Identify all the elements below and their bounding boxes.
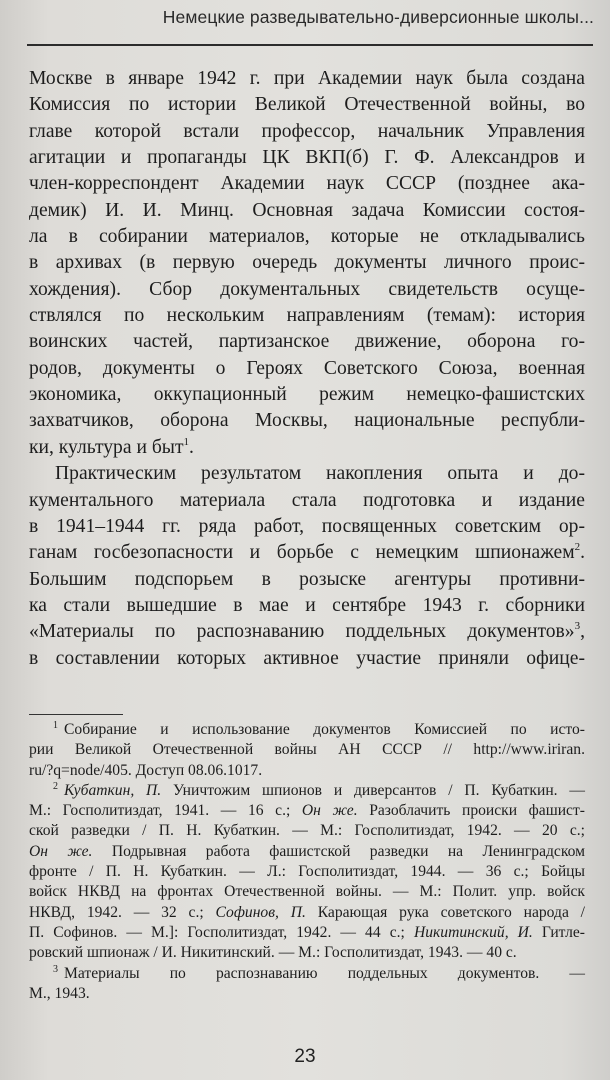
text-line: демик) И. И. Минц. Основная задача Комиссии состоя- xyxy=(29,199,585,221)
footnote-2-line xyxy=(29,781,585,801)
author-name: Никитинский, И. xyxy=(413,923,533,941)
text-line: захватчиков, оборона Москвы, национальные республи- xyxy=(29,410,585,432)
footnote-2-line: ровский шпионаж / И. Никитинский. — М.: Госполитиздат, 1943. — 40 с. xyxy=(29,944,517,962)
footnote-ref-1[interactable]: 1 xyxy=(183,435,190,448)
footnote-number: 1 xyxy=(53,720,58,731)
text-line: в архивах (в первую очередь документы личного проис- xyxy=(29,252,585,274)
author-name: Он же. xyxy=(301,802,358,820)
text-line: ки, культура и быт$^1$. xyxy=(29,435,194,458)
footnote-3-line xyxy=(29,964,585,984)
text-line: воинских частей, партизанское движение, оборона го- xyxy=(29,331,585,353)
text-fragment: Собирание и использование документов Комиссией по исто- xyxy=(64,721,585,738)
page-number: 23 xyxy=(294,1046,316,1067)
author-name: Он же. xyxy=(29,842,93,860)
text-fragment: «Материалы по распознаванию поддельных документов» xyxy=(29,621,575,643)
footnote-2-line: фронте / П. Н. Кубаткин. — Л.: Госполитиздат, 1944. — 36 с.; Бойцы xyxy=(29,863,585,881)
text-line: член-корреспондент Академии наук СССР (позднее ака- xyxy=(29,173,585,195)
footnote-2-line: ской разведки / П. Н. Кубаткин. — М.: Госполитиздат, 1942. — 20 с.; xyxy=(29,822,585,840)
footnote-1-line: рии Великой Отечественной войны АН СССР // http://www.iriran. xyxy=(29,741,585,759)
text-line: Большим подспорьем в розыске агентуры противни- xyxy=(29,568,585,590)
footnote-1-line: ru/?q=node/405. Доступ 08.06.1017. xyxy=(29,761,263,779)
text-fragment: Материалы по распознаванию поддельных документов. — xyxy=(64,964,585,982)
text-fragment: Разоблачить происки фашист- xyxy=(369,802,585,820)
text-line: «Материалы по распознаванию поддельных документов»$^3$, xyxy=(29,620,585,643)
text-line: Практическим результатом накопления опыта и до- xyxy=(55,463,585,485)
text-line: ганам госбезопасности и борьбе с немецким шпионажем$^2$. xyxy=(29,541,585,564)
author-name: Софинов, П. xyxy=(215,903,306,921)
text-line: главе которой встали профессор, начальник Управления xyxy=(29,120,585,142)
body-text xyxy=(29,66,585,672)
footnote-2-line: войск НКВД на фронтах Отечественной войны. — М.: Полит. упр. войск xyxy=(29,883,585,901)
text-line: Москве в январе 1942 г. при Академии наук была создана xyxy=(29,68,585,89)
text-fragment: Карающая рука советского народа / xyxy=(317,903,586,921)
footnote-3-line: М., 1943. xyxy=(29,984,90,1002)
running-head: Немецкие разведывательно-диверсионные школы... xyxy=(162,7,594,27)
footnote-number: 2 xyxy=(53,780,58,792)
text-line: в составлении которых активное участие приняли офице- xyxy=(29,647,585,669)
text-line: ла в собирании материалов, которые не откладывались xyxy=(29,226,585,248)
footnote-ref-3[interactable]: 3 xyxy=(574,620,581,633)
text-line: экономика, оккупационный режим немецко-фашистских xyxy=(29,384,585,406)
text-line: родов, документы о Героях Советского Союза, военная xyxy=(29,357,585,379)
text-fragment: Подрывная работа фашистской разведки на Ленинградском xyxy=(111,842,585,860)
footnote-1-line xyxy=(29,720,585,740)
text-line: агитации и пропаганды ЦК ВКП(б) Г. Ф. Александров и xyxy=(29,147,585,169)
text-line: ствлялся по нескольким направлениям (темам): история xyxy=(29,305,585,327)
text-fragment: ки, культура и быт xyxy=(29,436,184,458)
footnote-2-line xyxy=(29,903,585,923)
text-fragment: М.: Госполитиздат, 1941. — 16 с.; xyxy=(29,802,291,820)
text-line: кументального материала стала подготовка и издание xyxy=(29,489,585,511)
text-fragment: НКВД, 1942. — 32 с.; xyxy=(29,903,204,921)
text-line: в 1941–1944 гг. ряда работ, посвященных советским ор- xyxy=(29,515,585,537)
footnote-2-line xyxy=(29,801,585,821)
text-fragment: ганам госбезопасности и борьбе с немецким шпионажем xyxy=(29,542,575,564)
text-fragment: Гитле- xyxy=(541,923,585,941)
footnote-rule xyxy=(29,714,123,715)
footnotes xyxy=(29,720,585,1004)
text-fragment: П. Софинов. — М.]: Госполитиздат, 1942. — 44 с.; xyxy=(29,923,405,941)
text-line: ка стали вышедшие в мае и сентябре 1943 г. сборники xyxy=(29,594,585,616)
text-line: Комиссия по истории Великой Отечественной войны, во xyxy=(29,94,585,116)
footnote-ref-2[interactable]: 2 xyxy=(574,541,581,554)
footnote-2-line xyxy=(29,923,585,943)
author-name: Кубаткин, П. xyxy=(64,781,162,799)
footnote-2-line xyxy=(29,842,585,862)
header-rule xyxy=(27,44,593,46)
text-fragment: Уничтожим шпионов и диверсантов / П. Кубаткин. — xyxy=(173,781,585,799)
text-line: хождения). Сбор документальных свидетельств осуще- xyxy=(29,278,585,300)
footnote-number: 3 xyxy=(53,963,58,975)
